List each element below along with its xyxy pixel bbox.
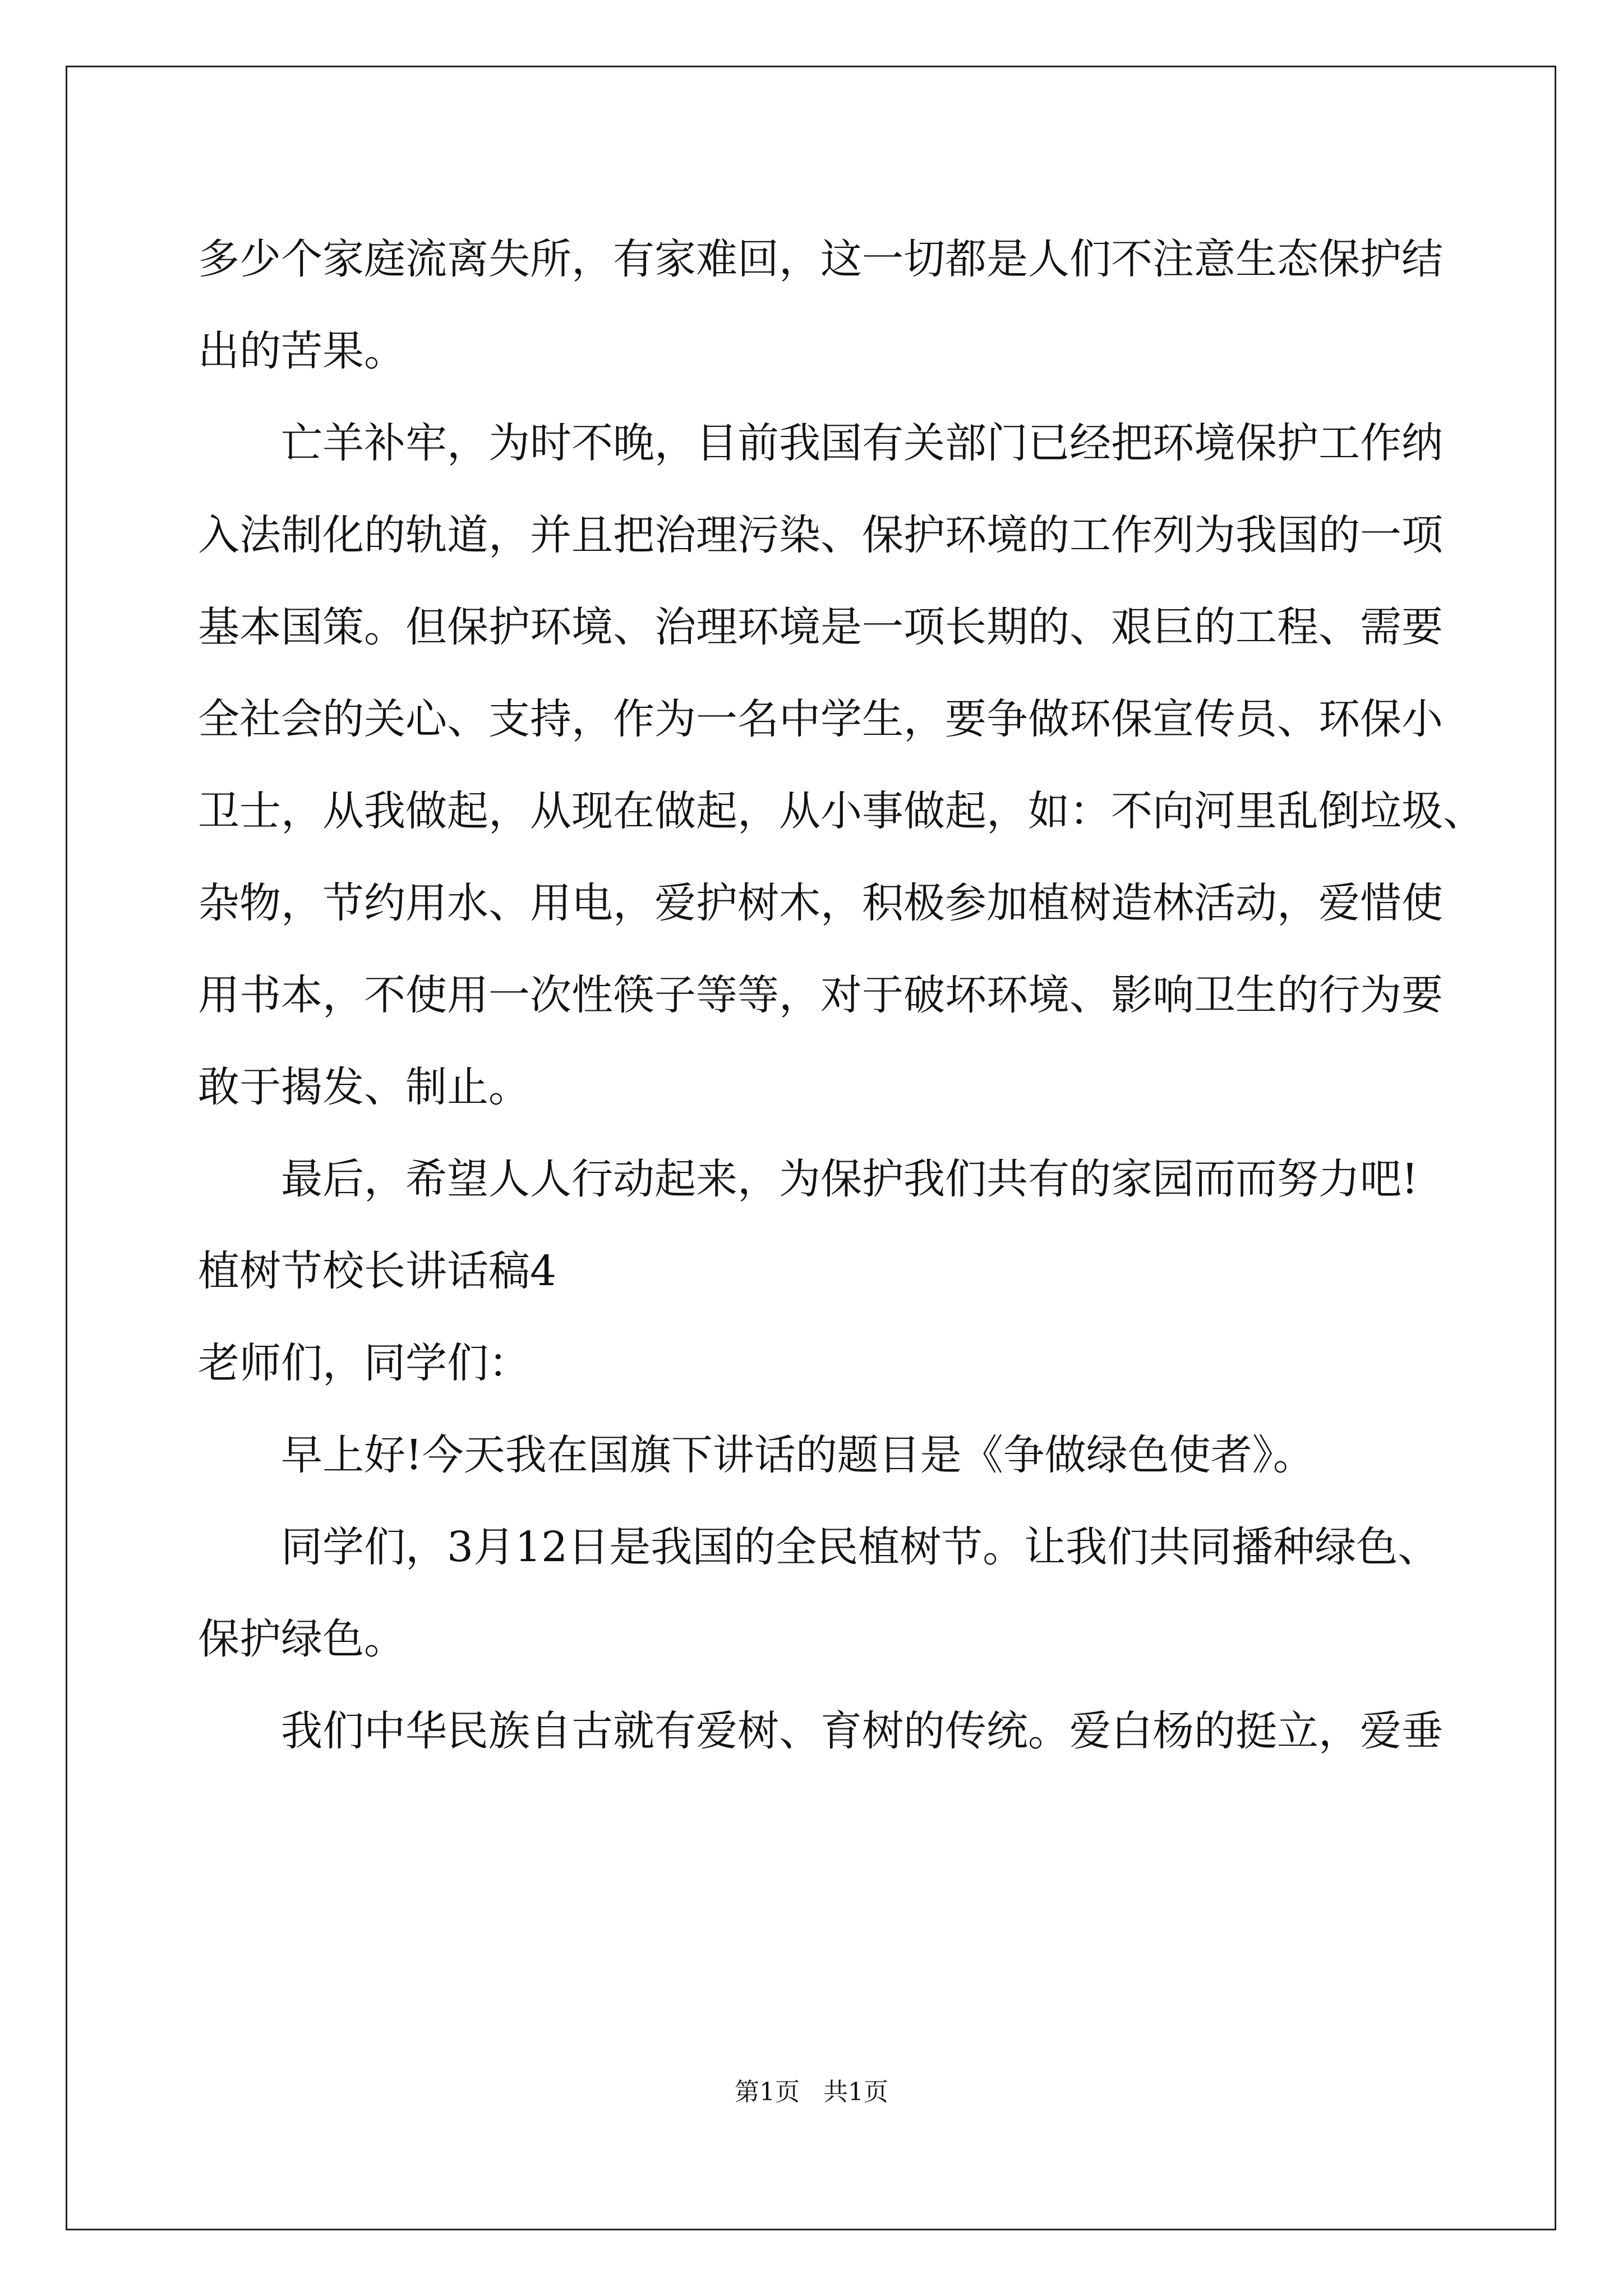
text-line: 入法制化的轨道，并且把治理污染、保护环境的工作列为我国的一项 — [198, 511, 1443, 559]
text-line: 多少个家庭流离失所，有家难回，这一切都是人们不注意生态保护结 — [198, 235, 1443, 283]
text-line: 全社会的关心、支持，作为一名中学生，要争做环保宣传员、环保小 — [198, 695, 1443, 743]
text-line: 同学们，3月12日是我国的全民植树节。让我们共同播种绿色、 — [281, 1523, 1440, 1571]
text-line: 保护绿色。 — [198, 1615, 405, 1663]
text-line: 出的苦果。 — [198, 327, 405, 375]
text-line: 我们中华民族自古就有爱树、育树的传统。爱白杨的挺立，爱垂 — [281, 1707, 1443, 1755]
document-body — [198, 213, 1488, 1777]
text-line: 杂物，节约用水、用电，爱护树木，积极参加植树造林活动，爱惜使 — [198, 879, 1443, 927]
page-footer — [0, 2076, 1623, 2109]
text-line: 基本国策。但保护环境、治理环境是一项长期的、艰巨的工程、需要 — [198, 603, 1443, 651]
text-line: 敢于揭发、制止。 — [198, 1063, 530, 1111]
page-total: 共1页 — [823, 2078, 888, 2106]
text-line: 早上好!今天我在国旗下讲话的题目是《争做绿色使者》。 — [281, 1431, 1315, 1479]
text-line: 用书本，不使用一次性筷子等等，对于破坏环境、影响卫生的行为要 — [198, 971, 1443, 1019]
text-line: 最后，希望人人行动起来，为保护我们共有的家园而而努力吧! — [281, 1155, 1418, 1203]
text-line: 植树节校长讲话稿4 — [198, 1247, 557, 1295]
text-line: 卫士，从我做起，从现在做起，从小事做起，如：不向河里乱倒垃圾、 — [198, 787, 1484, 835]
text-line: 老师们，同学们： — [198, 1339, 530, 1387]
text-line: 亡羊补牢，为时不晚，目前我国有关部门已经把环境保护工作纳 — [281, 419, 1443, 467]
page-number: 第1页 — [735, 2078, 800, 2106]
